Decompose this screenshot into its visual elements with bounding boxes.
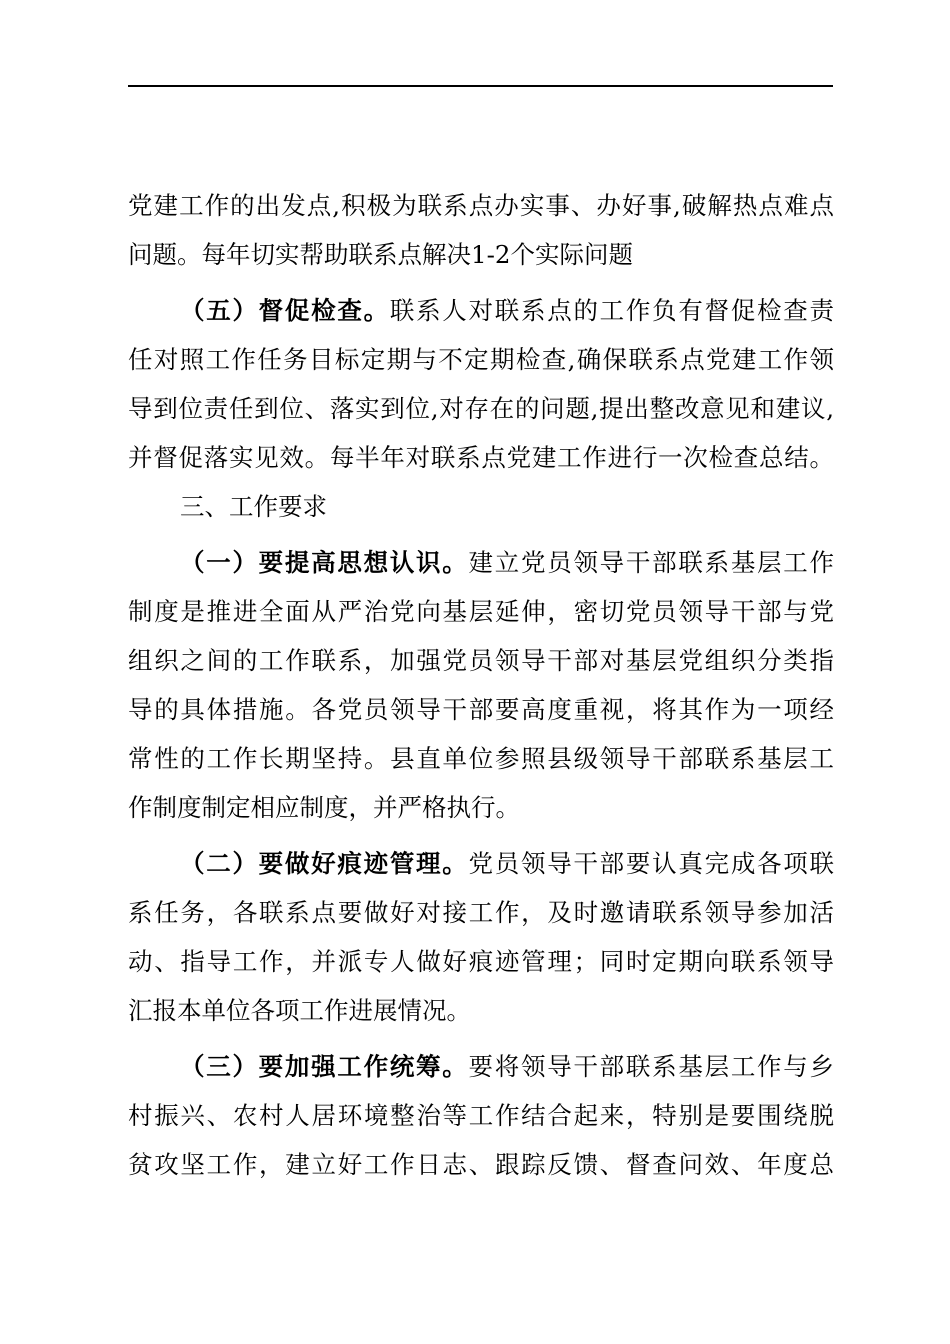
line-text: 要将领导干部联系基层工作与乡 (468, 1052, 835, 1081)
section-heading-line (128, 538, 834, 587)
line-text: 贫攻坚工作，建立好工作日志、跟踪反馈、督查问效、年度总 (128, 1150, 834, 1179)
line-text: 联系人对联系点的工作负有督促检查责 (389, 296, 835, 325)
text-line (128, 734, 834, 783)
line-text: 制度是推进全面从严治党向基层延伸，密切党员领导干部与党 (128, 597, 834, 626)
text-line (128, 636, 834, 685)
text-line (128, 230, 834, 279)
section-heading-five: （五）督促检查。 (180, 296, 390, 325)
text-line (128, 433, 834, 482)
line-text: 组织之间的工作联系，加强党员领导干部对基层党组织分类指 (128, 646, 834, 675)
text-line (128, 783, 834, 832)
text-line (128, 1091, 834, 1140)
line-text: 系任务，各联系点要做好对接工作，及时邀请联系领导参加活 (128, 898, 834, 927)
section-heading-line (128, 1042, 834, 1091)
line-text: 作制度制定相应制度，并严格执行。 (128, 793, 520, 822)
text-line (128, 937, 834, 986)
text-line (128, 587, 834, 636)
line-text: 村振兴、农村人居环境整治等工作结合起来，特别是要围绕脱 (128, 1101, 834, 1130)
section-heading-two: （二）要做好痕迹管理。 (180, 849, 469, 878)
text-line (128, 888, 834, 937)
text-line (128, 986, 834, 1035)
line-text: 常性的工作长期坚持。县直单位参照县级领导干部联系基层工 (128, 744, 834, 773)
text-line (128, 1140, 834, 1189)
section-heading-three: （三）要加强工作统筹。 (180, 1052, 469, 1081)
line-text: 并督促落实见效。每半年对联系点党建工作进行一次检查总结。 (128, 443, 834, 472)
line-text: 导的具体措施。各党员领导干部要高度重视，将其作为一项经 (128, 695, 834, 724)
header-rule (128, 85, 833, 87)
line-text: 汇报本单位各项工作进展情况。 (128, 996, 471, 1025)
text-line (128, 181, 834, 230)
line-text: 导到位责任到位、落实到位,对存在的问题,提出整改意见和建议, (128, 394, 834, 423)
document-body (128, 181, 834, 1189)
line-text: 任对照工作任务目标定期与不定期检查,确保联系点党建工作领 (128, 345, 834, 374)
section-heading-line (128, 286, 834, 335)
part-heading-line (128, 482, 834, 531)
part-heading-three: 三、工作要求 (180, 492, 327, 521)
line-text: 党员领导干部要认真完成各项联 (468, 849, 835, 878)
line-text: 动、指导工作，并派专人做好痕迹管理；同时定期向联系领导 (128, 947, 834, 976)
line-text: 建立党员领导干部联系基层工作 (468, 548, 835, 577)
text-line (128, 685, 834, 734)
text-line (128, 384, 834, 433)
line-text: 党建工作的出发点,积极为联系点办实事、办好事,破解热点难点 (128, 191, 834, 220)
line-text: 问题。每年切实帮助联系点解决1-2个实际问题 (128, 240, 633, 269)
text-line (128, 335, 834, 384)
section-heading-one: （一）要提高思想认识。 (180, 548, 469, 577)
section-heading-line (128, 839, 834, 888)
